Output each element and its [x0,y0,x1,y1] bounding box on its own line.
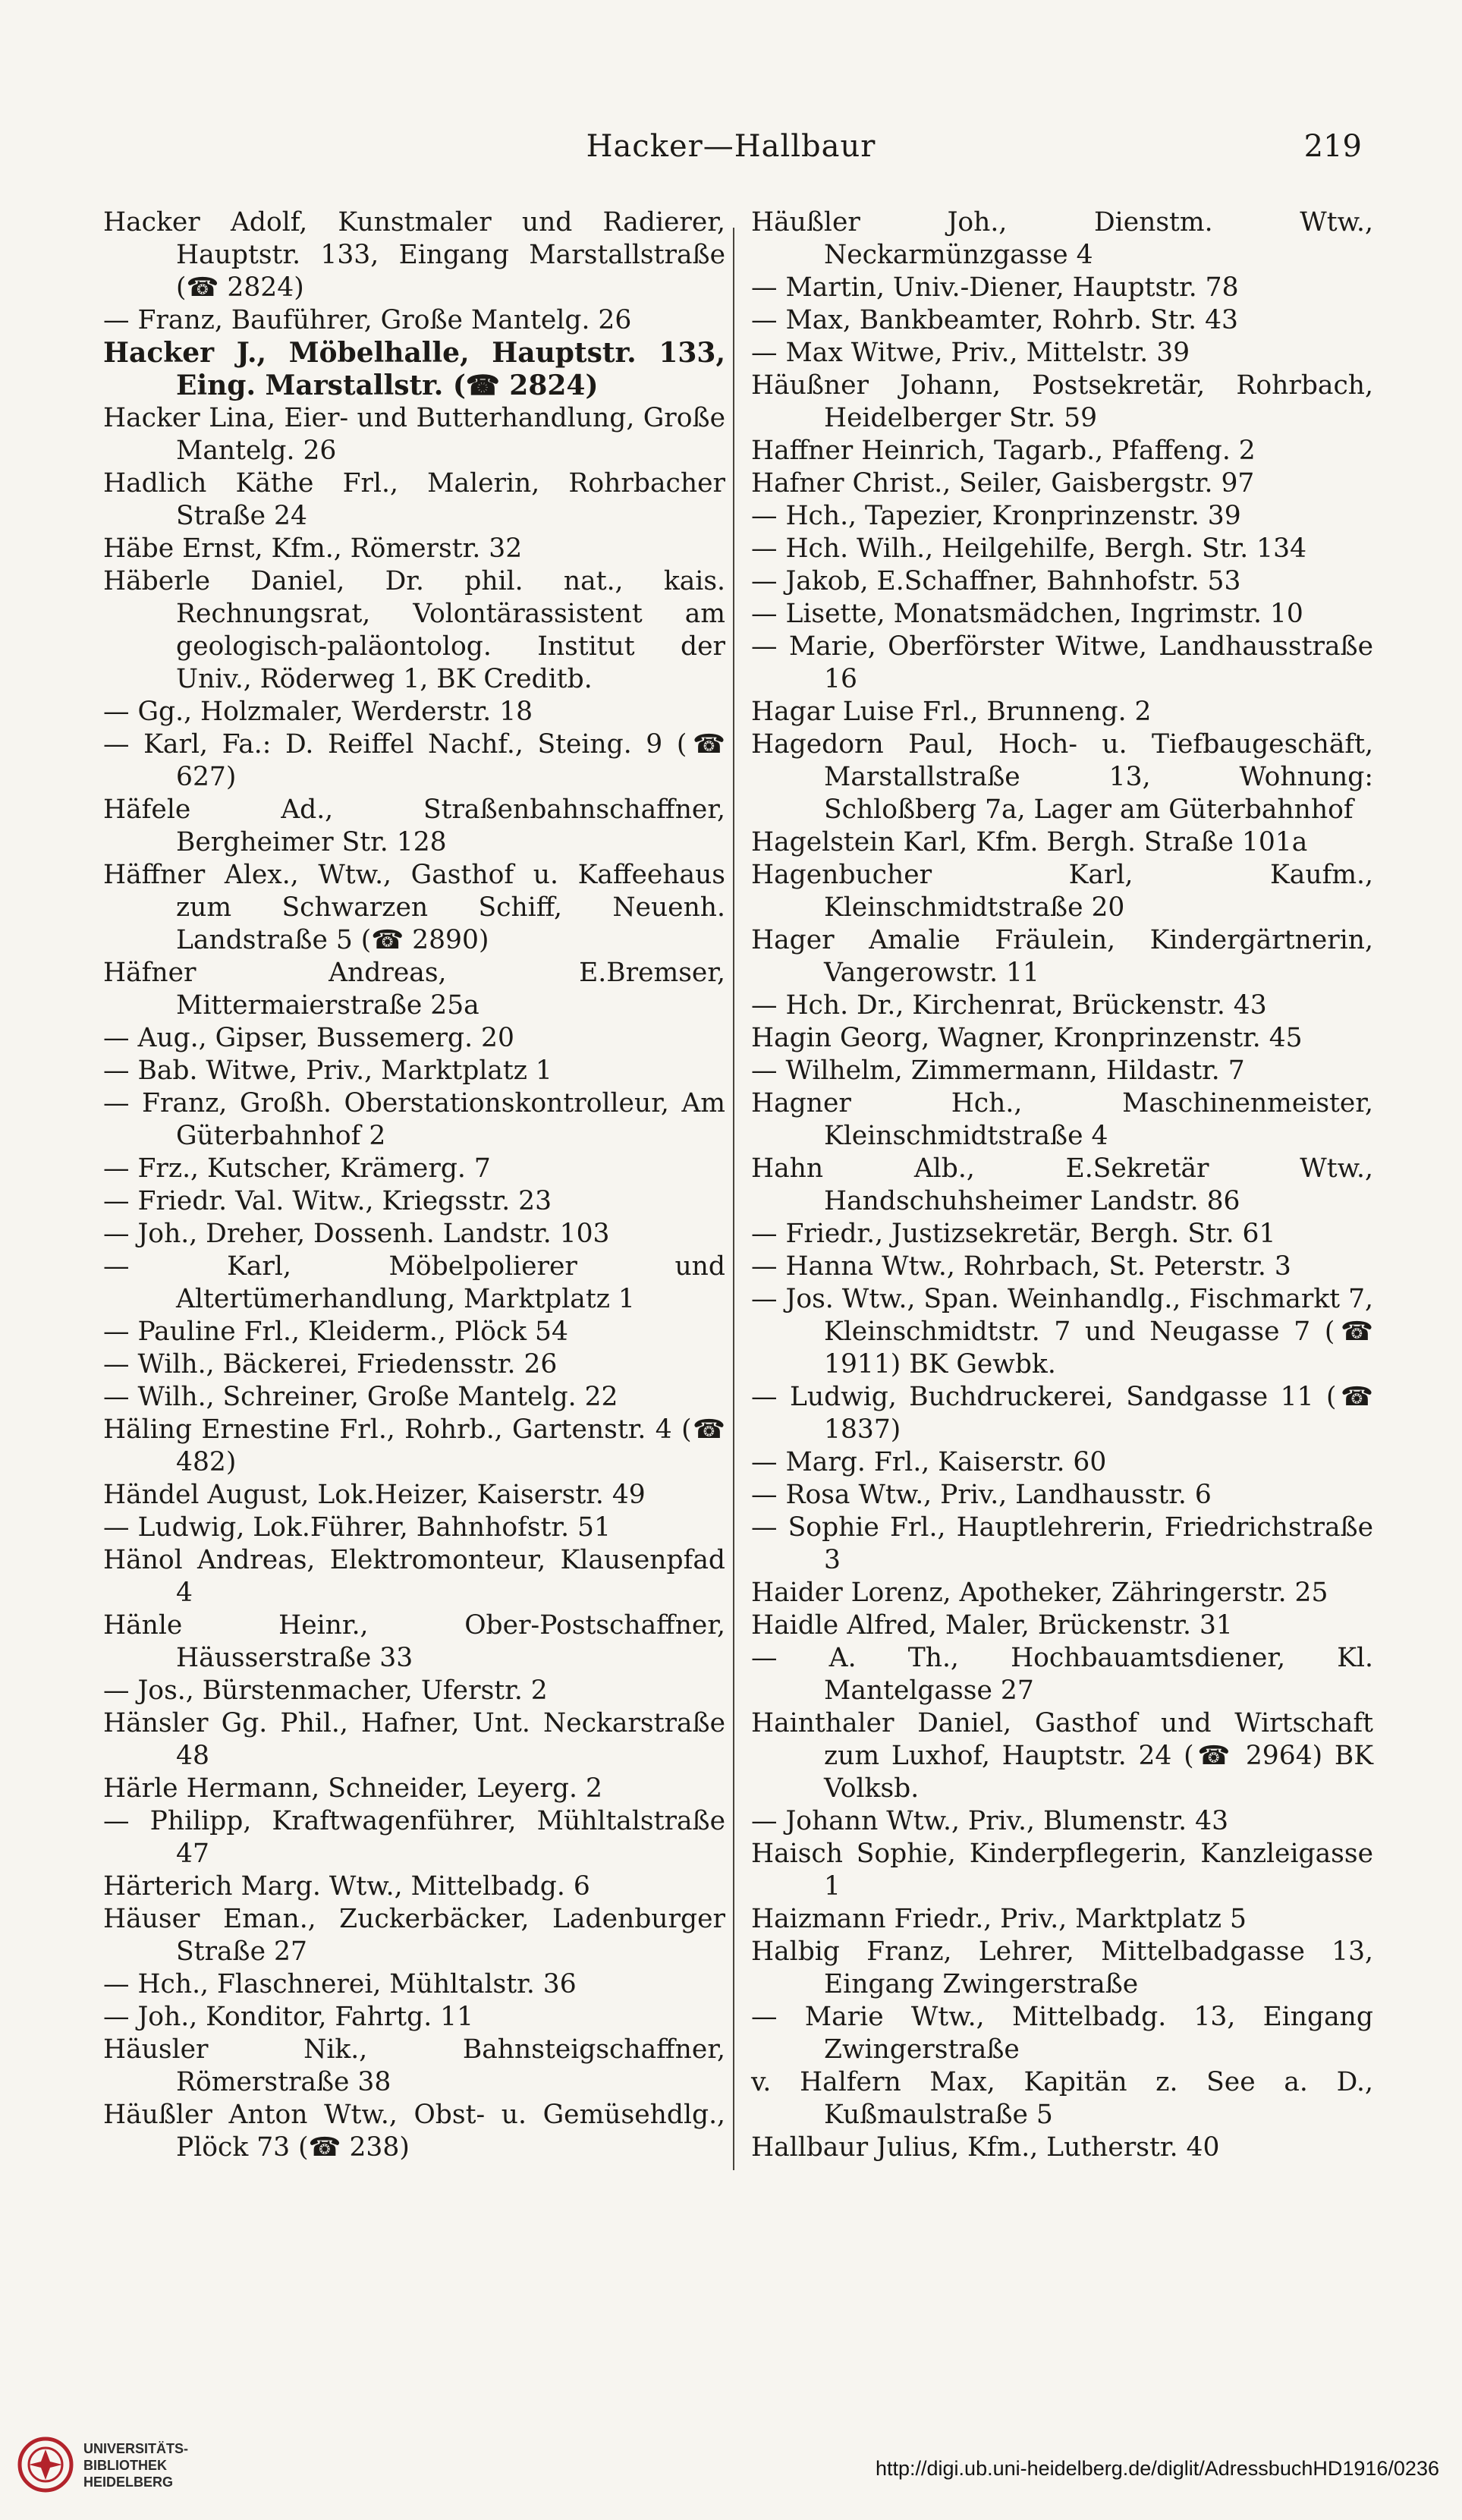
directory-entry: Hagar Luise Frl., Brunneng. 2 [751,697,1152,727]
directory-entry: Häußler Joh., Dienstm. Wtw., Neckarmünzgasse 4 [751,207,1373,270]
directory-entry: — Marg. Frl., Kaiserstr. 60 [751,1447,1107,1477]
directory-entry: — Friedr., Justizsekretär, Bergh. Str. 61 [751,1219,1276,1249]
directory-entry: Hager Amalie Fräulein, Kindergärtnerin, Vangerowstr. 11 [751,925,1373,988]
directory-entry: — Philipp, Kraftwagenführer, Mühltalstraße 47 [103,1806,725,1869]
directory-entry: — Bab. Witwe, Priv., Marktplatz 1 [103,1056,552,1086]
page-footer [0,2434,1462,2503]
directory-entry: Hagenbucher Karl, Kaufm., Kleinschmidtstraße 20 [751,860,1373,923]
running-head: Hacker—Hallbaur [586,129,876,164]
directory-entry: — Karl, Möbelpolierer und Altertümerhandlung, Marktplatz 1 [103,1251,725,1314]
library-name: UNIVERSITÄTS- BIBLIOTHEK HEIDELBERG [83,2441,189,2490]
directory-entry: Hafner Christ., Seiler, Gaisbergstr. 97 [751,468,1255,499]
column-divider [733,228,734,2170]
page-header [0,129,1462,175]
directory-entry: — Lisette, Monatsmädchen, Ingrimstr. 10 [751,599,1303,629]
directory-entry: — Wilh., Schreiner, Große Mantelg. 22 [103,1382,618,1412]
directory-entry: — Martin, Univ.-Diener, Hauptstr. 78 [751,272,1239,303]
directory-entry: Häusler Nik., Bahnsteigschaffner, Römerstraße 38 [103,2034,725,2097]
directory-entry: — Rosa Wtw., Priv., Landhausstr. 6 [751,1480,1212,1510]
directory-entry: — A. Th., Hochbauamtsdiener, Kl. Mantelgasse 27 [751,1643,1373,1706]
directory-entry: — Ludwig, Buchdruckerei, Sandgasse 11 (☎ 1837) [751,1382,1373,1445]
directory-entry: — Franz, Bauführer, Große Mantelg. 26 [103,305,632,335]
directory-entry: Häbe Ernst, Kfm., Römerstr. 32 [103,533,523,564]
directory-entry: — Gg., Holzmaler, Werderstr. 18 [103,697,533,727]
directory-entry: Hacker Adolf, Kunstmaler und Radierer, Hauptstr. 133, Eingang Marstallstraße (☎ 2824) [103,207,725,303]
directory-entry: Hahn Alb., E.Sekretär Wtw., Handschuhsheimer Landstr. 86 [751,1153,1373,1216]
directory-entry: — Jos. Wtw., Span. Weinhandlg., Fischmarkt 7, Kleinschmidtstr. 7 und Neugasse 7 (☎ 1911) BK Gewbk. [751,1284,1373,1380]
directory-entry: — Marie, Oberförster Witwe, Landhausstraße 16 [751,631,1373,694]
directory-entry: Häffner Alex., Wtw., Gasthof u. Kaffeehaus zum Schwarzen Schiff, Neuenh. Landstraße 5 (☎ 2890) [103,860,725,955]
directory-entry: Hänol Andreas, Elektromonteur, Klausenpfad 4 [103,1545,725,1608]
directory-entry: Hainthaler Daniel, Gasthof und Wirtschaft zum Luxhof, Hauptstr. 24 (☎ 2964) BK Volksb. [751,1708,1373,1804]
directory-entry: — Hch., Flaschnerei, Mühltalstr. 36 [103,1969,577,1999]
directory-entry: Härle Hermann, Schneider, Leyerg. 2 [103,1773,602,1804]
directory-entry: Haisch Sophie, Kinderpflegerin, Kanzleigasse 1 [751,1839,1373,1902]
directory-entry: — Franz, Großh. Oberstationskontrolleur, Am Güterbahnhof 2 [103,1088,725,1151]
directory-entry: — Pauline Frl., Kleiderm., Plöck 54 [103,1317,568,1347]
directory-entry: — Karl, Fa.: D. Reiffel Nachf., Steing. 9 (☎ 627) [103,729,725,792]
directory-entry: Haizmann Friedr., Priv., Marktplatz 5 [751,1904,1247,1934]
directory-entry: Hadlich Käthe Frl., Malerin, Rohrbacher Straße 24 [103,468,725,531]
directory-entry: — Johann Wtw., Priv., Blumenstr. 43 [751,1806,1229,1836]
directory-entry: Haidle Alfred, Maler, Brückenstr. 31 [751,1610,1233,1641]
directory-entry: Hagin Georg, Wagner, Kronprinzenstr. 45 [751,1023,1303,1053]
directory-entry: — Sophie Frl., Hauptlehrerin, Friedrichstraße 3 [751,1512,1373,1575]
directory-entry: — Max, Bankbeamter, Rohrb. Str. 43 [751,305,1239,335]
left-column [103,206,725,2164]
directory-entry: — Joh., Dreher, Dossenh. Landstr. 103 [103,1219,610,1249]
directory-entry: Häfele Ad., Straßenbahnschaffner, Bergheimer Str. 128 [103,794,725,857]
directory-entry: Hacker J., Möbelhalle, Hauptstr. 133, Eing. Marstallstr. (☎ 2824) [103,337,725,401]
directory-entry: Haffner Heinrich, Tagarb., Pfaffeng. 2 [751,436,1256,466]
university-seal-icon [15,2434,76,2495]
source-url[interactable]: http://digi.ub.uni-heidelberg.de/diglit/AdressbuchHD1916/0236 [875,2457,1439,2480]
directory-entry: Händel August, Lok.Heizer, Kaiserstr. 49 [103,1480,646,1510]
directory-entry: Hacker Lina, Eier- und Butterhandlung, Große Mantelg. 26 [103,403,725,466]
directory-entry: — Frz., Kutscher, Krämerg. 7 [103,1153,491,1184]
directory-entry: — Hch. Dr., Kirchenrat, Brückenstr. 43 [751,990,1267,1021]
directory-entry: Häußler Anton Wtw., Obst- u. Gemüsehdlg., Plöck 73 (☎ 238) [103,2100,725,2163]
directory-entry: Hänsler Gg. Phil., Hafner, Unt. Neckarstraße 48 [103,1708,725,1771]
directory-entry: — Wilh., Bäckerei, Friedensstr. 26 [103,1349,558,1380]
directory-entry: Häuser Eman., Zuckerbäcker, Ladenburger Straße 27 [103,1904,725,1967]
directory-entry: — Aug., Gipser, Bussemerg. 20 [103,1023,514,1053]
directory-entry: Haider Lorenz, Apotheker, Zähringerstr. 25 [751,1578,1328,1608]
directory-entry: Hagner Hch., Maschinenmeister, Kleinschmidtstraße 4 [751,1088,1373,1151]
directory-entry: — Friedr. Val. Witw., Kriegsstr. 23 [103,1186,552,1216]
directory-entry: — Ludwig, Lok.Führer, Bahnhofstr. 51 [103,1512,611,1543]
directory-entry: Hänle Heinr., Ober-Postschaffner, Häusserstraße 33 [103,1610,725,1673]
directory-entry: Häling Ernestine Frl., Rohrb., Gartenstr. 4 (☎ 482) [103,1414,725,1477]
directory-entry: Häfner Andreas, E.Bremser, Mittermaierstraße 25a [103,958,725,1021]
directory-entry: Häberle Daniel, Dr. phil. nat., kais. Rechnungsrat, Volontärassistent am geologisch-paläontolog. Institut der Univ., Röderweg 1, BK Creditb. [103,566,725,694]
directory-entry: Halbig Franz, Lehrer, Mittelbadgasse 13, Eingang Zwingerstraße [751,1936,1373,1999]
directory-entry: Hagedorn Paul, Hoch- u. Tiefbaugeschäft, Marstallstraße 13, Wohnung: Schloßberg 7a, Lager am Güterbahnhof [751,729,1373,825]
directory-entry: — Max Witwe, Priv., Mittelstr. 39 [751,338,1190,368]
directory-entry: — Hch. Wilh., Heilgehilfe, Bergh. Str. 134 [751,533,1307,564]
directory-entry: — Jakob, E.Schaffner, Bahnhofstr. 53 [751,566,1241,596]
directory-entry: — Marie Wtw., Mittelbadg. 13, Eingang Zwingerstraße [751,2002,1373,2065]
directory-entry: Härterich Marg. Wtw., Mittelbadg. 6 [103,1871,590,1902]
directory-entry: — Hch., Tapezier, Kronprinzenstr. 39 [751,501,1241,531]
directory-entry: — Wilhelm, Zimmermann, Hildastr. 7 [751,1056,1245,1086]
directory-entry: Hallbaur Julius, Kfm., Lutherstr. 40 [751,2132,1220,2163]
directory-entry: v. Halfern Max, Kapitän z. See a. D., Kußmaulstraße 5 [751,2067,1373,2130]
directory-entry: — Hanna Wtw., Rohrbach, St. Peterstr. 3 [751,1251,1291,1282]
directory-entry: — Joh., Konditor, Fahrtg. 11 [103,2002,474,2032]
right-column [751,206,1373,2164]
directory-entry: — Jos., Bürstenmacher, Uferstr. 2 [103,1675,548,1706]
directory-entry: Häußner Johann, Postsekretär, Rohrbach, Heidelberger Str. 59 [751,370,1373,433]
directory-entry: Hagelstein Karl, Kfm. Bergh. Straße 101a [751,827,1308,857]
page-number: 219 [1303,129,1362,164]
